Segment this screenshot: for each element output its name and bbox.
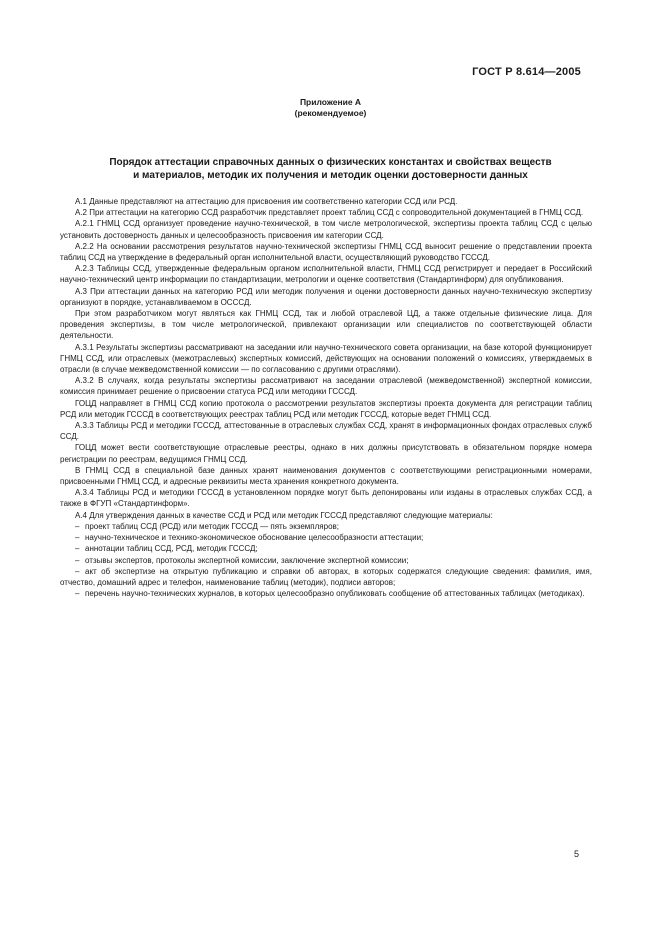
list-dash: – <box>75 555 80 565</box>
list-dash: – <box>75 521 80 531</box>
paragraph-gocd-protocol: ГОЦД направляет в ГНМЦ ССД копию протокола о рассмотрении результатов экспертизы проекта документа для регистрации таблиц РСД или методик ГСССД в соответствующих реестрах таблиц РСД или методик ГСССД, которые ведет ГНМЦ ССД. <box>60 398 592 419</box>
paragraph-a3-2: А.3.2 В случаях, когда результаты экспертизы рассматривают на заседании отраслевой (межведомственной) экспертной комиссии, комиссия принимает решение о присвоении статуса РСД или методики ГСССД. <box>60 376 592 397</box>
list-dash: – <box>75 533 80 543</box>
list-item-text: отзывы экспертов, протоколы экспертной комиссии, заключение экспертной комиссии; <box>85 555 409 565</box>
section-title-line-2: и материалов, методик их получения и методик оценки достоверности данных <box>133 170 528 181</box>
list-item <box>60 521 592 532</box>
paragraph-gnmc-database: В ГНМЦ ССД в специальной базе данных хранят наименования документов с соответствующими регистрационными номерами, присвоенными ГНМЦ ССД, и адресные реквизиты места хранения конкретного документа. <box>60 465 592 487</box>
section-title-line-1: Порядок аттестации справочных данных о физических константах и свойствах веществ <box>109 157 552 168</box>
document-code: ГОСТ Р 8.614—2005 <box>472 66 581 78</box>
section-title <box>60 156 601 182</box>
list-item-text: научно-техническое и технико-экономическое обоснование целесообразности аттестации; <box>85 533 424 543</box>
appendix-subtitle: (рекомендуемое) <box>294 108 367 118</box>
paragraph-a4: А.4 Для утверждения данных в качестве ССД и РСД или методик ГСССД представляют следующие материалы: <box>75 510 493 520</box>
list-dash: – <box>75 566 80 576</box>
paragraph-a3-1: А.3.1 Результаты экспертизы рассматривают на заседании или научно-технического совета организации, на базе которой функционирует ГНМЦ ССД, или отраслевых (межотраслевых) экспертных комиссий, действующих на основании положений о комиссиях, утверждаемых в отрасли (в случае межведомственной комиссии — по согласованию с другими отраслями). <box>60 342 592 375</box>
appendix-heading <box>0 97 661 119</box>
list-item-text: проект таблиц ССД (РСД) или методик ГСССД — пять экземпляров; <box>85 521 340 531</box>
appendix-title: Приложение А <box>299 97 362 107</box>
paragraph-a3: А.3 При аттестации данных на категорию РСД или методик получения и оценки достоверности данных научно-техническую экспертизу организуют в порядке, устанавливаемом в ОСССД. <box>60 286 592 307</box>
paragraph-a3-developer: При этом разработчиком могут являться как ГНМЦ ССД, так и любой отраслевой ЦД, а также отдельные физические лица. Для проведения экспертизы, в том числе метрологической, привлекают организации или специалистов по соответствующей области деятельности. <box>60 309 592 341</box>
list-dash: – <box>75 544 80 554</box>
paragraph-a1: А.1 Данные представляют на аттестацию для присвоения им соответственно категории ССД или РСД. <box>75 197 458 206</box>
list-dash: – <box>75 589 80 599</box>
list-item <box>60 588 592 599</box>
body-text <box>60 196 592 599</box>
paragraph-a2-3: А.2.3 Таблицы ССД, утвержденные федеральным органом исполнительной власти, ГНМЦ ССД регистрирует и передает в Российский научно-технический центр информации по стандартизации, метрологии и оценке соответствия (Стандартинформ) для опубликования. <box>60 264 592 285</box>
list-item <box>60 555 592 566</box>
list-item-text: аннотации таблиц ССД, РСД, методик ГСССД; <box>85 544 258 554</box>
list-item-text: перечень научно-технических журналов, в которых целесообразно опубликовать сообщение об аттестованных таблицах (методиках). <box>85 589 585 599</box>
list-item <box>60 543 592 554</box>
materials-list <box>60 521 592 599</box>
paragraph-gocd-registers: ГОЦД может вести соответствующие отраслевые реестры, однако в них должны присутствовать в обязательном порядке номера регистрации по реестрам, ведущимся ГНМЦ ССД. <box>60 443 592 464</box>
list-item <box>60 566 592 588</box>
list-item-text: акт об экспертизе на открытую публикацию и справки об авторах, в которых содержатся следующие сведения: фамилия, имя, отчество, домашний адрес и телефон, наименование таблиц (методик), подписи авторов; <box>60 566 592 587</box>
paragraph-a3-3: А.3.3 Таблицы РСД и методики ГСССД, аттестованные в отраслевых службах ССД, хранят в информационных фондах отраслевых служб ССД. <box>60 421 592 442</box>
paragraph-a2-1: А.2.1 ГНМЦ ССД организует проведение научно-технической, в том числе метрологической, экспертизы проекта таблиц ССД с целью установить достоверность данных и целесообразность присвоения им категории ССД. <box>60 219 592 240</box>
paragraph-a3-4: А.3.4 Таблицы РСД и методики ГСССД в установленном порядке могут быть депонированы или изданы в отраслевых службах ССД, а также в ФГУП «Стандартинформ». <box>60 488 592 509</box>
paragraph-a2: А.2 При аттестации на категорию ССД разработчик представляет проект таблиц ССД с сопроводительной документацией в ГНМЦ ССД. <box>75 208 584 218</box>
list-item <box>60 532 592 543</box>
paragraph-a2-2: А.2.2 На основании рассмотрения результатов научно-технической экспертизы ГНМЦ ССД выносит решение о представлении проекта таблиц ССД на утверждение в федеральный орган исполнительной власти, осуществляющий руководство ГСССД. <box>60 241 592 263</box>
page-number: 5 <box>573 849 579 859</box>
